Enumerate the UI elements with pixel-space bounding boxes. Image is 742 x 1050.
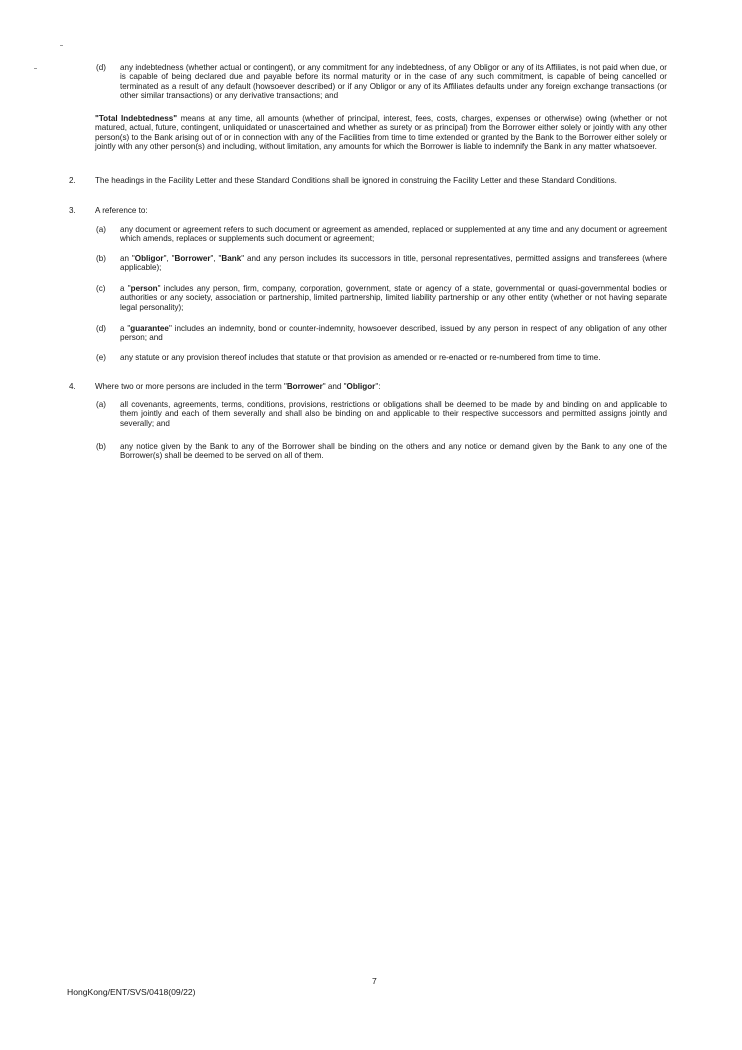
sub-item-d-label: (d) [96, 63, 106, 72]
clause-4b-text: any notice given by the Bank to any of the Borrower shall be binding on the others and any notice or demand given by the Bank to any one of the Borrower(s) shall be deemed to be served on all of them. [120, 442, 667, 461]
clause-2-number: 2. [69, 176, 76, 185]
defined-term: Obligor [134, 254, 164, 263]
clause-3c-text [120, 284, 667, 312]
clause-3a-label: (a) [96, 225, 106, 234]
definition-text: means at any time, all amounts (whether of principal, interest, fees, costs, charges, expenses or otherwise) owing (whether or not matured, actual, future, contingent, unliquidated or unascertained and whether as surety or as principal) from the Borrower either solely or jointly with any other person(s) to the Bank arising out of or in connection with any of the Facilities from time to time extended or granted by the Bank to the Borrower either solely or jointly with any other person(s) and including, without limitation, any amounts for which the Borrower is liable to indemnify the Bank in any matter whatsoever. [95, 114, 668, 151]
clause-3e-label: (e) [96, 353, 106, 362]
clause-4a-text: all covenants, agreements, terms, conditions, provisions, restrictions or obligations shall be deemed to be made by and binding on and applicable to them jointly and each of them severally and shall also be binding on and applicable to their respective successors and permitted assigns jointly and severally; and [120, 400, 667, 428]
defined-term: Borrower [174, 254, 211, 263]
defined-term: Borrower [286, 382, 323, 391]
defined-term: Obligor [346, 382, 376, 391]
clause-3d-label: (d) [96, 324, 106, 333]
text-fragment: Where two or more persons are included in the term " [95, 382, 287, 391]
text-fragment: an " [120, 254, 135, 263]
clause-3c-label: (c) [96, 284, 106, 293]
clause-4a-label: (a) [96, 400, 106, 409]
defined-term: Bank [221, 254, 242, 263]
text-fragment: ", " [210, 254, 222, 263]
defined-term: guarantee [130, 324, 169, 333]
sub-item-d-text: any indebtedness (whether actual or contingent), or any commitment for any indebtedness, of any Obligor or any of its Affiliates, is not paid when due, or is capable of being declared due and payable before its normal maturity or in the case of any such commitment, is capable of being cancelled or terminated as a result of any default (howsoever described) or if any Obligor or any of its Affiliates defaults under any foreign exchange transactions (or other similar transactions) or any derivative transactions; and [120, 63, 667, 100]
scan-speck [34, 68, 37, 69]
clause-3e-text: any statute or any provision thereof includes that statute or that provision as amended or re-enacted or re-numbered from time to time. [120, 353, 601, 362]
clause-2-text: The headings in the Facility Letter and these Standard Conditions shall be ignored in construing the Facility Letter and these Standard Conditions. [95, 176, 617, 185]
clause-3b-text [120, 254, 667, 273]
definition-total-indebtedness [95, 114, 667, 151]
clause-3b-label: (b) [96, 254, 106, 263]
clause-4-number: 4. [69, 382, 76, 391]
scan-speck [60, 45, 63, 46]
text-fragment: " and " [322, 382, 347, 391]
clause-4b-label: (b) [96, 442, 106, 451]
clause-3-number: 3. [69, 206, 76, 215]
defined-term: "Total Indebtedness" [95, 114, 178, 123]
document-reference: HongKong/ENT/SVS/0418(09/22) [67, 987, 196, 997]
text-fragment: ": [375, 382, 381, 391]
clause-4-text [95, 382, 667, 391]
text-fragment: a " [120, 284, 131, 293]
text-fragment: ", " [163, 254, 175, 263]
clause-3a-text: any document or agreement refers to such document or agreement as amended, replaced or supplemented at any time and any document or agreement which amends, replaces or supplements such document or agreement; [120, 225, 667, 244]
page-number: 7 [372, 976, 377, 986]
text-fragment: a " [120, 324, 131, 333]
text-fragment: " and any person includes its successors in title, personal representatives, permitted assigns and transferees (where applicable); [120, 254, 668, 273]
clause-3-text: A reference to: [95, 206, 148, 215]
text-fragment: " includes an indemnity, bond or counter-indemnity, howsoever described, issued by any person in respect of any obligation of any other person; and [120, 324, 668, 343]
clause-3d-text [120, 324, 667, 343]
defined-term: person [130, 284, 158, 293]
text-fragment: " includes any person, firm, company, corporation, government, state or agency of a state, governmental or quasi-governmental bodies or authorities or any society, association or partnership, limited partnership, limited liability partnership or any other entity (whether or not having separate legal personality); [120, 284, 668, 312]
